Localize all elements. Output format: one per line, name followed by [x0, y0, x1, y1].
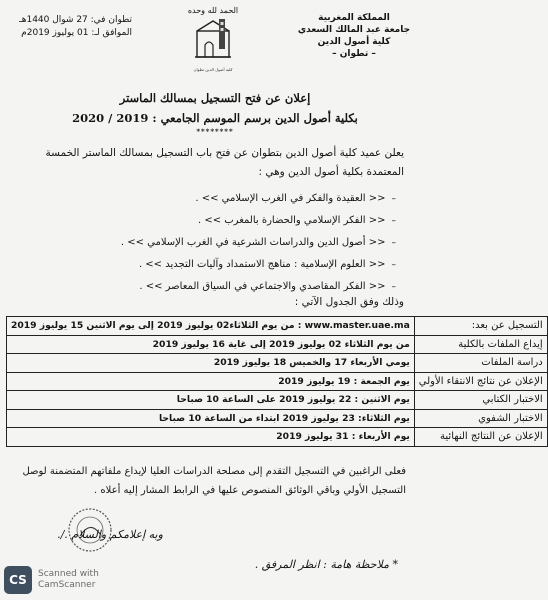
- program-label: << أصول الدين والدراسات الشرعية في الغرب الإسلامي >> .: [120, 237, 386, 248]
- row-value: يومي الأربعاء 17 والخميس 18 يوليوز 2019: [7, 354, 415, 373]
- master-programs-list: [26, 188, 396, 298]
- program-label: << العقيدة والفكر في الغرب الإسلامي >> .: [195, 193, 386, 204]
- instructions-paragraph: فعلى الراغبين في التسجيل التقدم إلى مصلحة الدراسات العليا لإيداع ملفاتهم المتضمنة لوصل التسجيل الأولي وباقي الوثائق المنصوص عليها في الرابط المشار إليه أعلاه .: [22, 466, 406, 496]
- row-label: الإعلان عن نتائج الانتقاء الأولي: [414, 372, 547, 391]
- city-line: – تطوان –: [332, 49, 376, 59]
- table-row: [7, 354, 548, 373]
- row-value: يوم الثلاثاء: 23 يوليوز 2019 ابتداء من الساعة 10 صباحا: [7, 409, 415, 428]
- title-line-2: بكلية أصول الدين برسم الموسم الجامعي : 2019 / 2020: [72, 111, 358, 125]
- table-row: [7, 409, 548, 428]
- closing-line: وبه إعلامكم والسلام ./.: [57, 528, 163, 541]
- date-block: [12, 14, 132, 40]
- program-label: << الفكر المقاصدي والاجتماعي في السياق المعاصر >> .: [139, 281, 386, 292]
- table-row: [7, 391, 548, 410]
- intro-paragraph: يعلن عميد كلية أصول الدين بتطوان عن فتح باب التسجيل بمسالك الماستر الخمسة المعتمدة بكلية أصول الدين وهي :: [45, 147, 404, 178]
- row-label: الاختبار الكتابي: [414, 391, 547, 410]
- logo-block: [168, 6, 258, 72]
- schedule-intro: وذلك وفق الجدول الآتي :: [294, 296, 404, 308]
- scanner-line-2: CamScanner: [38, 580, 96, 590]
- announcement-title: [30, 88, 400, 136]
- table-row: [7, 372, 548, 391]
- logo-caption: كلية أصول الدين تطوان: [193, 67, 233, 72]
- faculty-line: كلية أصول الدين: [317, 37, 391, 47]
- program-item: [26, 188, 396, 210]
- program-label: << العلوم الإسلامية : مناهج الاستمداد وآليات التجديد >> .: [138, 259, 386, 270]
- kingdom-line: المملكة المغربية: [318, 13, 390, 23]
- row-label: الإعلان عن النتائج النهائية: [414, 428, 547, 447]
- row-label: دراسة الملفات: [414, 354, 547, 373]
- title-line-1: إعلان عن فتح التسجيل بمسالك الماستر: [119, 91, 311, 105]
- faculty-logo-icon: [189, 17, 237, 63]
- camscanner-logo-icon: CS: [4, 566, 32, 594]
- row-value: www.master.uae.ma : من يوم الثلاثاء02 يوليوز 2019 إلى يوم الاثنين 15 يوليوز 2019: [7, 317, 415, 336]
- program-label: << الفكر الإسلامي والحضارة بالمغرب >> .: [197, 215, 386, 226]
- bullet-icon: –: [391, 238, 396, 248]
- program-item: [26, 276, 396, 298]
- row-label: إيداع الملفات بالكلية: [414, 335, 547, 354]
- program-item: [26, 254, 396, 276]
- row-value: يوم الجمعة : 19 يوليوز 2019: [7, 372, 415, 391]
- row-label: التسجيل عن بعد:: [414, 317, 547, 336]
- table-row: [7, 335, 548, 354]
- scanner-watermark: [4, 564, 154, 596]
- bullet-icon: –: [391, 194, 396, 204]
- institution-header: [294, 12, 414, 60]
- program-item: [26, 210, 396, 232]
- row-value: من يوم الثلاثاء 02 يوليوز 2019 إلى غاية 16 يوليوز 2019: [7, 335, 415, 354]
- gregorian-date: الموافق لـ: 01 يوليوز 2019م: [21, 28, 132, 38]
- table-row: [7, 428, 548, 447]
- schedule-table: [6, 316, 548, 447]
- bullet-icon: –: [391, 282, 396, 292]
- scanner-line-1: Scanned with: [38, 569, 99, 579]
- university-line: جامعة عبد المالك السعدي: [297, 25, 411, 35]
- title-separator: ********: [196, 127, 234, 136]
- table-row: [7, 317, 548, 336]
- program-item: [26, 232, 396, 254]
- row-value: يوم الاثنين : 22 يوليوز 2019 على الساعة 10 صباحا: [7, 391, 415, 410]
- row-value: يوم الأربعاء : 31 يوليوز 2019: [7, 428, 415, 447]
- scanner-text: [38, 569, 99, 591]
- bullet-icon: –: [391, 216, 396, 226]
- row-label: الاختبار الشفوي: [414, 409, 547, 428]
- basmala-text: الحمد لله وحده: [187, 6, 239, 15]
- hijri-date: تطوان في: 27 شوال 1440هـ: [19, 15, 132, 25]
- bullet-icon: –: [391, 260, 396, 270]
- important-note: * ملاحظة هامة : انظر المرفق .: [254, 558, 398, 571]
